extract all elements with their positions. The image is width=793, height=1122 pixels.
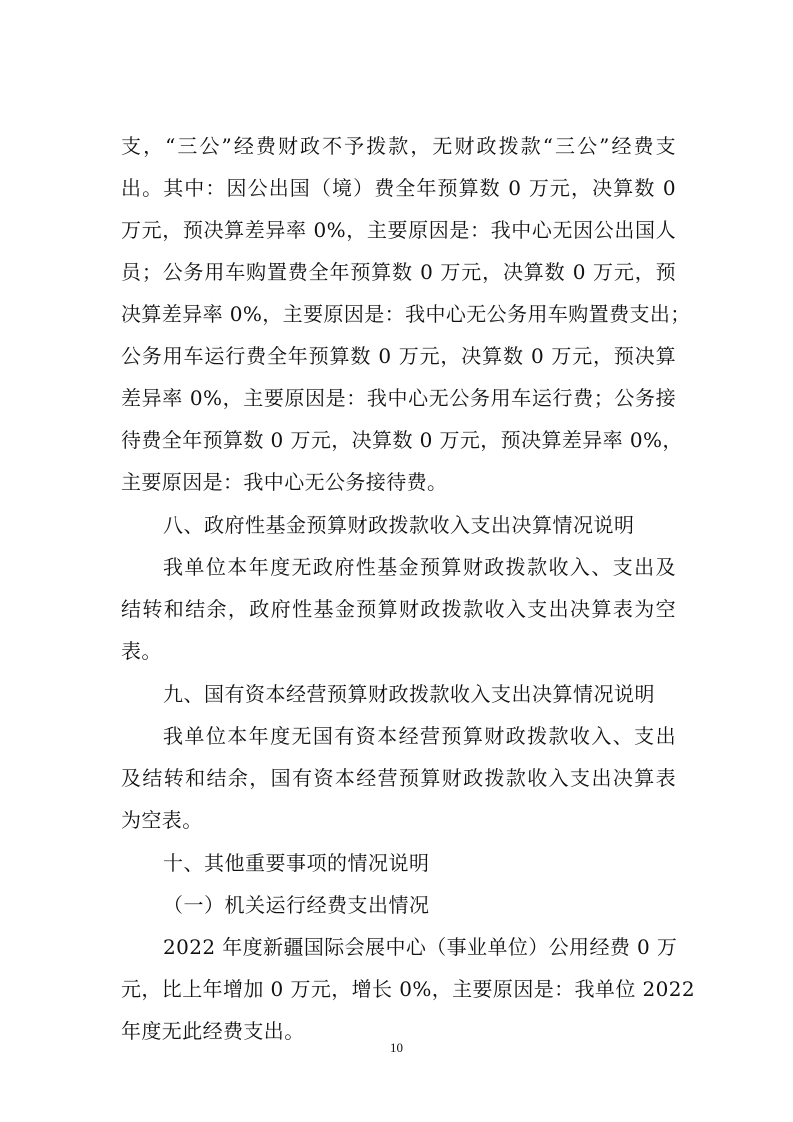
subsection-heading-1: （一）机关运行经费支出情况 [163,893,430,917]
paragraph-line: 万元，预决算差异率 0%，主要原因是：我中心无因公出国人 [121,218,676,242]
paragraph-line: 为空表。 [121,808,203,832]
paragraph-line: 主要原因是：我中心无公务接待费。 [121,470,448,494]
paragraph-line: 差异率 0%，主要原因是：我中心无公务用车运行费；公务接 [121,386,676,410]
paragraph-line: 元，比上年增加 0 万元，增长 0%，主要原因是：我单位 2022 [121,977,695,1001]
paragraph-line: 我单位本年度无国有资本经营预算财政拨款收入、支出 [163,724,676,748]
paragraph-line: 公务用车运行费全年预算数 0 万元，决算数 0 万元，预决算 [121,344,676,368]
paragraph-line: 及结转和结余，国有资本经营预算财政拨款收入支出决算表 [121,766,676,790]
section-heading-9: 九、国有资本经营预算财政拨款收入支出决算情况说明 [163,682,655,706]
page-number: 10 [390,1040,403,1055]
paragraph-line: 2022 年度新疆国际会展中心（事业单位）公用经费 0 万 [163,935,678,959]
section-heading-8: 八、政府性基金预算财政拨款收入支出决算情况说明 [163,513,635,537]
paragraph-line: 支，“三公”经费财政不予拨款，无财政拨款“三公”经费支 [121,134,676,158]
paragraph-line: 我单位本年度无政府性基金预算财政拨款收入、支出及 [163,555,676,579]
paragraph-line: 待费全年预算数 0 万元，决算数 0 万元，预决算差异率 0%， [121,428,683,452]
paragraph-line: 决算差异率 0%，主要原因是：我中心无公务用车购置费支出； [121,302,691,326]
paragraph-line: 出。其中：因公出国（境）费全年预算数 0 万元，决算数 0 [121,176,676,200]
paragraph-line: 表。 [121,639,162,663]
paragraph-line: 员；公务用车购置费全年预算数 0 万元，决算数 0 万元，预 [121,260,676,284]
paragraph-line: 年度无此经费支出。 [121,1019,305,1043]
paragraph-line: 结转和结余，政府性基金预算财政拨款收入支出决算表为空 [121,597,676,621]
section-heading-10: 十、其他重要事项的情况说明 [163,851,430,875]
